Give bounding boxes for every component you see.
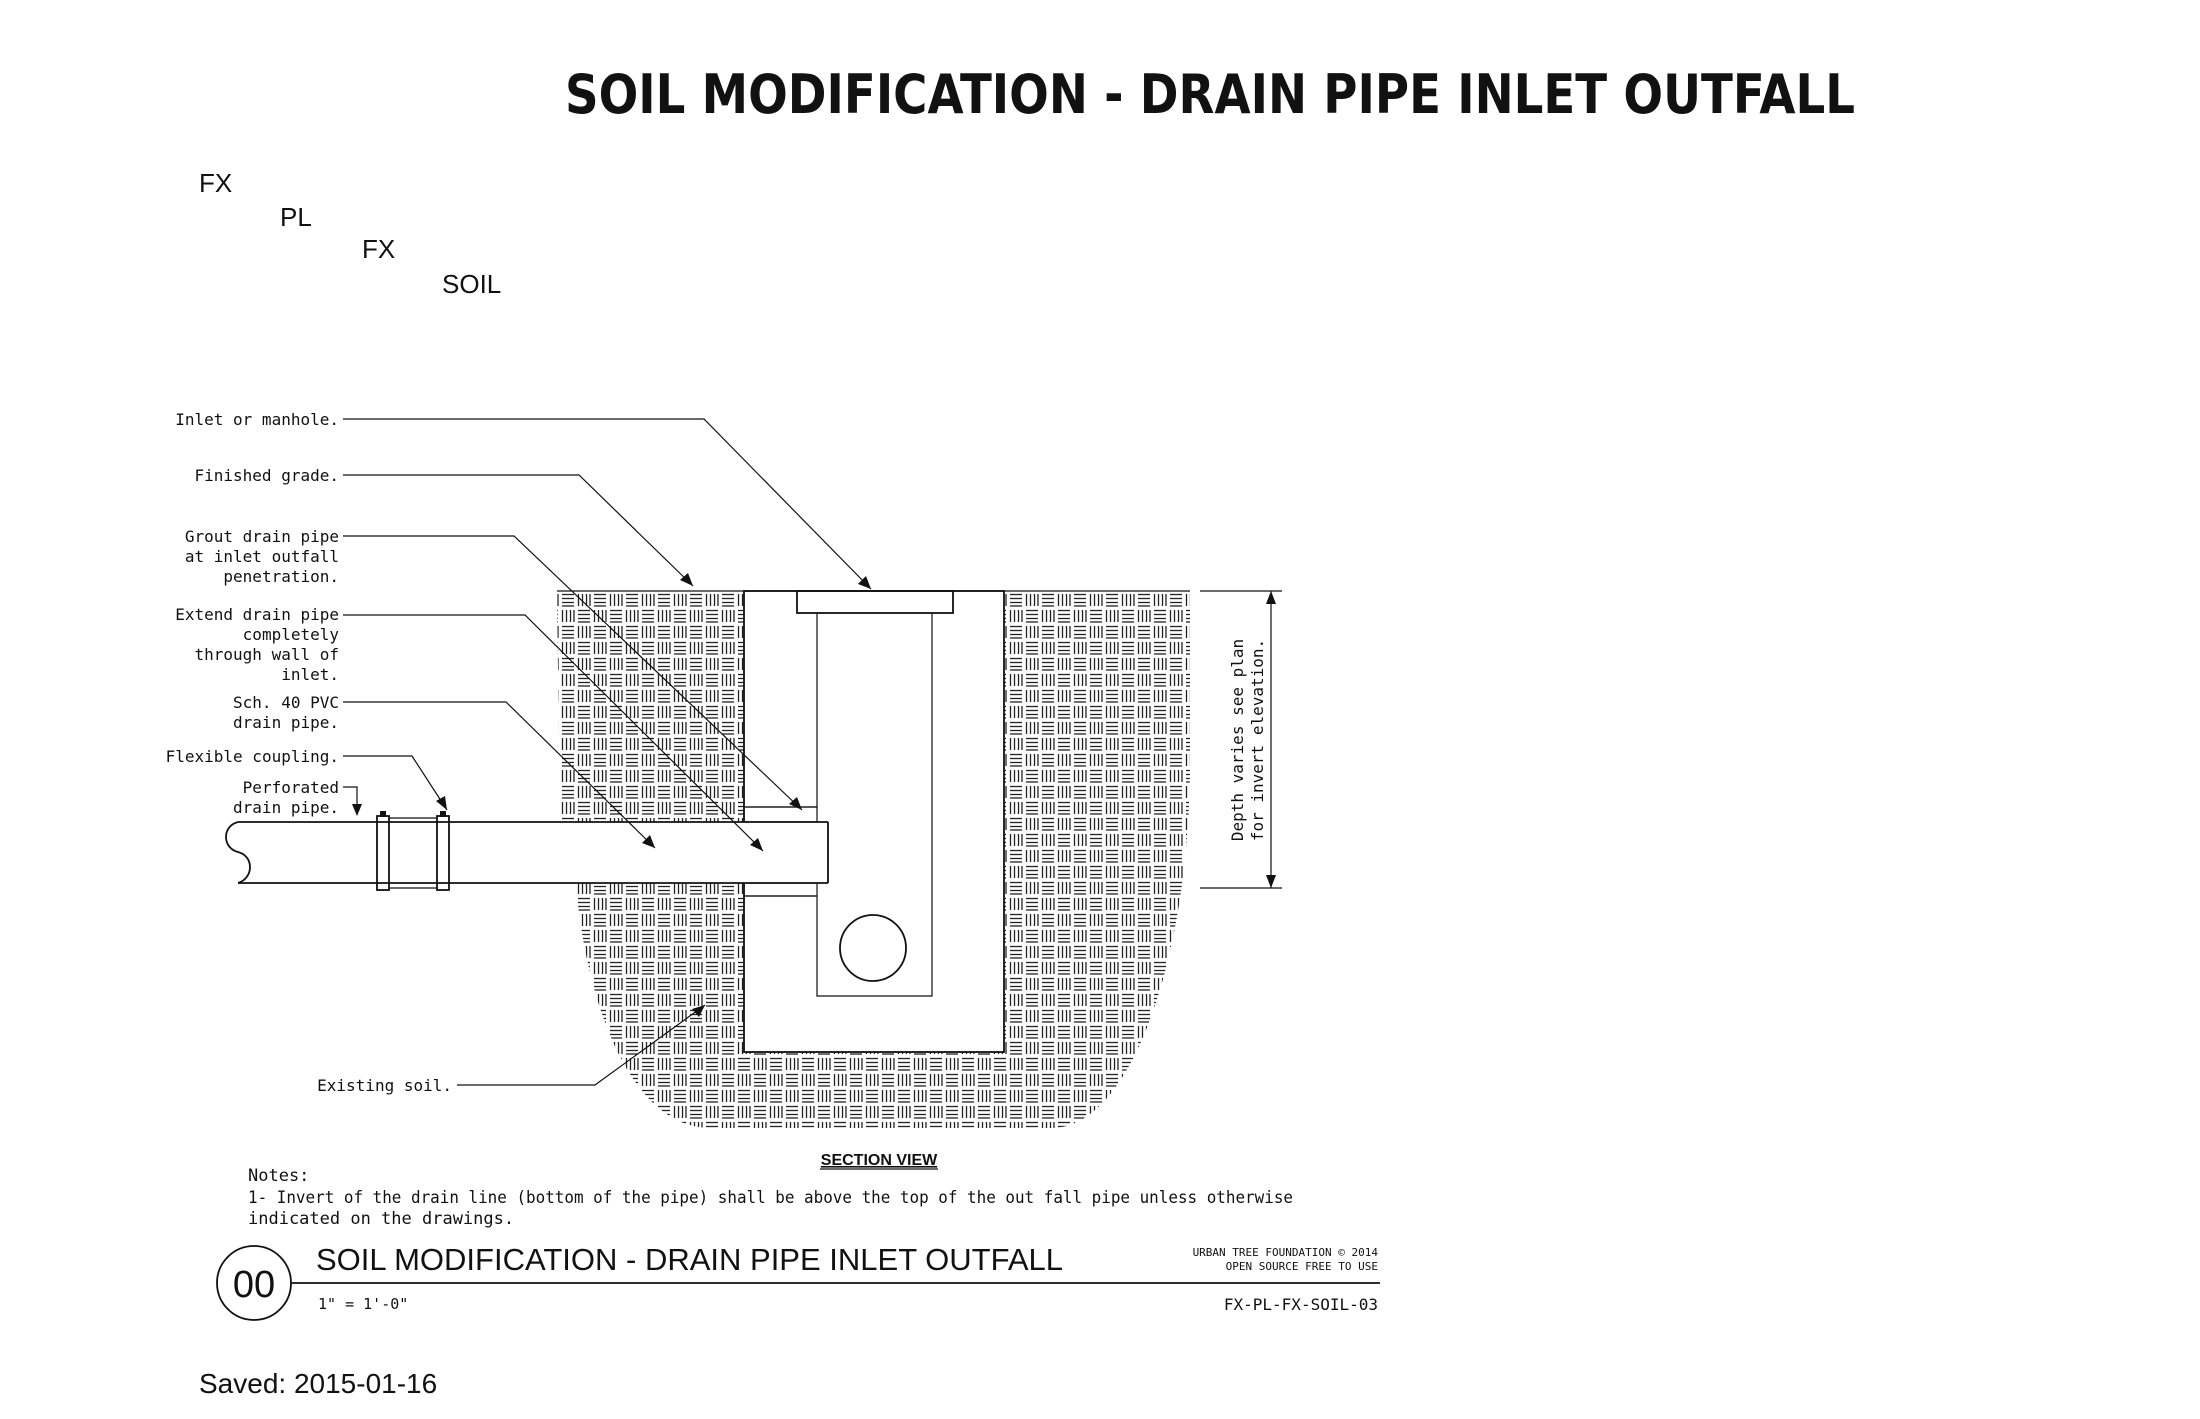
inlet-frame-grate <box>797 591 953 613</box>
detail-title-block <box>217 1242 1380 1320</box>
code-tag: PL <box>280 202 312 232</box>
credit-line: OPEN SOURCE FREE TO USE <box>1225 1260 1378 1273</box>
notes-line: indicated on the drawings. <box>248 1209 515 1229</box>
callout-extend: completely <box>242 625 339 644</box>
callout-perforated: drain pipe. <box>233 798 339 817</box>
code-tag: SOIL <box>442 269 502 299</box>
dimension-note: Depth varies see plan <box>1228 638 1247 842</box>
detail-scale: 1" = 1'-0" <box>318 1295 409 1313</box>
grout-top <box>744 807 817 822</box>
callout-existing-soil: Existing soil. <box>317 1076 452 1095</box>
drain-pipe <box>226 822 828 883</box>
code-tag: FX <box>199 168 233 198</box>
code-tag: FX <box>362 234 396 264</box>
callout-grout: Grout drain pipe <box>184 527 339 546</box>
sheet-title: SOIL MODIFICATION - DRAIN PIPE INLET OUTFALL <box>565 63 1855 126</box>
callout-pvc: drain pipe. <box>233 713 339 732</box>
saved-date: Saved: 2015-01-16 <box>199 1368 438 1399</box>
notes-heading: Notes: <box>248 1166 310 1186</box>
section-view-label: SECTION VIEW <box>820 1152 938 1169</box>
callout-extend: Extend drain pipe <box>175 605 339 624</box>
callout-finished-grade: Finished grade. <box>194 466 339 485</box>
callout-extend: inlet. <box>281 665 339 684</box>
dimension-note: for invert elevation. <box>1248 638 1267 842</box>
callout-extend: through wall of <box>194 645 339 664</box>
outfall-pipe <box>840 915 906 981</box>
callout-inlet: Inlet or manhole. <box>175 410 339 429</box>
notes-line: 1- Invert of the drain line (bottom of the pipe) shall be above the top of the out fall pipe unless otherwise <box>248 1188 1293 1208</box>
callout-perforated: Perforated <box>242 778 339 797</box>
credit-line: URBAN TREE FOUNDATION © 2014 <box>1192 1246 1378 1259</box>
callout-pvc: Sch. 40 PVC <box>233 693 339 712</box>
detail-title: SOIL MODIFICATION - DRAIN PIPE INLET OUTFALL <box>316 1242 1063 1277</box>
callout-coupling: Flexible coupling. <box>165 747 339 766</box>
detail-number: 00 <box>232 1264 276 1306</box>
detail-reference: FX-PL-FX-SOIL-03 <box>1223 1295 1378 1314</box>
callout-grout: at inlet outfall <box>184 547 339 566</box>
depth-dimension <box>1200 591 1282 888</box>
callout-grout: penetration. <box>223 567 339 586</box>
